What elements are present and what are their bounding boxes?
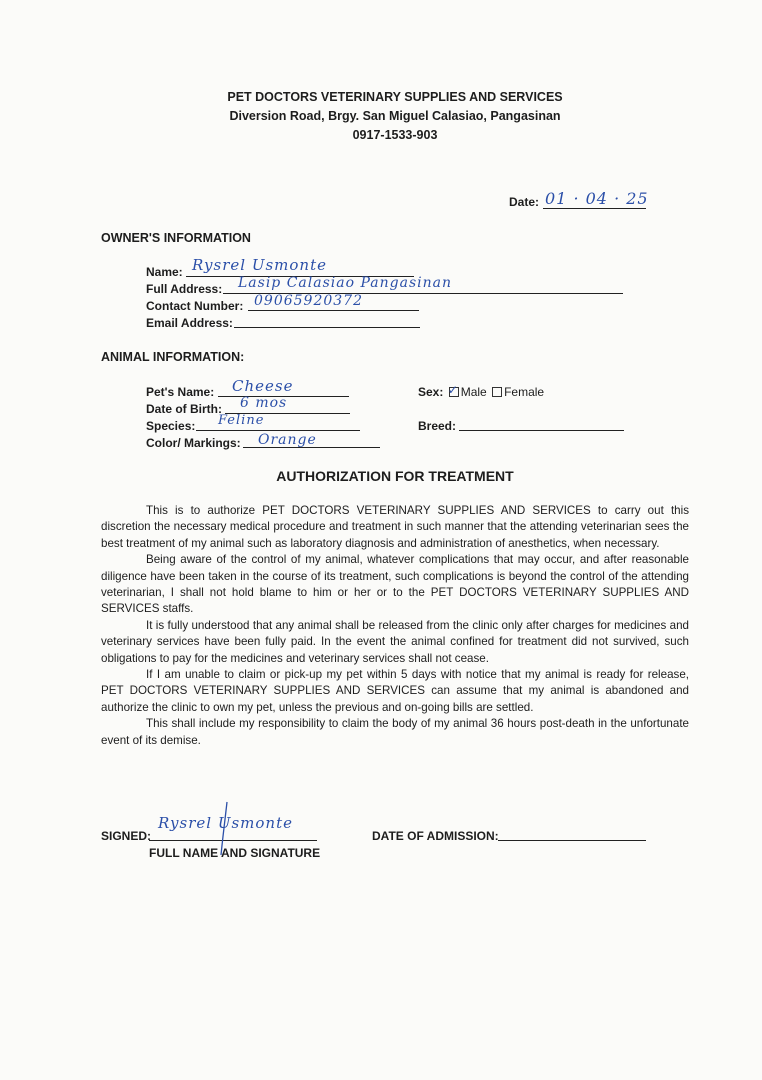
species-line xyxy=(196,430,360,431)
business-address: Diversion Road, Brgy. San Miguel Calasiao, Pangasinan xyxy=(229,109,561,123)
admission-label: DATE OF ADMISSION: xyxy=(372,829,499,843)
color-label: Color/ Markings: xyxy=(146,436,241,450)
species-value[interactable]: Feline xyxy=(218,413,265,428)
letterhead xyxy=(0,88,762,145)
sex-female-label: Female xyxy=(504,385,545,399)
authorization-title: AUTHORIZATION FOR TREATMENT xyxy=(276,468,514,484)
owner-email-label: Email Address: xyxy=(146,316,233,330)
dob-label: Date of Birth: xyxy=(146,402,222,416)
sex-label: Sex: xyxy=(418,385,444,399)
animal-section-title: ANIMAL INFORMATION: xyxy=(101,350,245,364)
owner-section-title: OWNER'S INFORMATION xyxy=(101,231,251,245)
owner-name-value[interactable]: Rysrel Usmonte xyxy=(192,256,327,274)
sex-female-checkbox[interactable] xyxy=(492,387,502,397)
business-phone: 0917-1533-903 xyxy=(352,128,438,142)
pet-name-label: Pet's Name: xyxy=(146,385,215,399)
authorization-body xyxy=(101,503,689,749)
owner-contact-line xyxy=(248,310,419,311)
color-value[interactable]: Orange xyxy=(258,432,317,448)
pet-name-value[interactable]: Cheese xyxy=(232,377,294,395)
owner-address-value[interactable]: Lasip Calasiao Pangasinan xyxy=(238,275,452,291)
owner-contact-label: Contact Number: xyxy=(146,299,244,313)
business-name: PET DOCTORS VETERINARY SUPPLIES AND SERVICES xyxy=(227,90,563,104)
breed-label: Breed: xyxy=(418,419,457,433)
signature-image[interactable]: Rysrel Usmonte xyxy=(158,814,293,832)
owner-name-label: Name: xyxy=(146,265,183,279)
authorization-paragraph: If I am unable to claim or pick-up my pet within 5 days with notice that my animal is ready for release, PET DOCTORS VETERINARY SUPPLIES AND SERVICES can assume that my animal is abandoned and authorize the clinic to own my pet, unless the previous and on-going bills are settled. xyxy=(101,668,689,714)
sex-male-checkbox[interactable] xyxy=(449,387,459,397)
signed-label: SIGNED: xyxy=(101,829,152,843)
date-value[interactable]: 01 · 04 · 25 xyxy=(545,189,649,208)
date-line xyxy=(543,208,646,209)
date-label: Date: xyxy=(509,195,540,209)
authorization-paragraph: This is to authorize PET DOCTORS VETERINARY SUPPLIES AND SERVICES to carry out this discretion the necessary medical procedure and treatment in such manner that the attending veterinarian sees the best treatment of my animal such as laboratory diagnosis and administration of anesthetics, when necessary. xyxy=(101,504,689,550)
authorization-paragraph: It is fully understood that any animal shall be released from the clinic only after charges for medicines and veterinary services have been fully paid. In the event the animal confined for treatment did not survived, such obligations to pay for the medicines and veterinary services shall not cease. xyxy=(101,618,689,665)
owner-email-line[interactable] xyxy=(234,327,420,328)
admission-line[interactable] xyxy=(498,840,646,841)
authorization-paragraph: Being aware of the control of my animal, whatever complications that may occur, and after reasonable diligence have been taken in the course of its treatment, such complications is beyond the control of the attending veterinarian, I shall not hold blame to him or her or to the PET DOCTORS VETERINARY SUPPLIES AND SERVICES staffs. xyxy=(101,553,689,616)
sex-field xyxy=(418,384,544,400)
owner-contact-value[interactable]: 09065920372 xyxy=(254,293,363,309)
sex-male-label: Male xyxy=(460,385,487,399)
breed-line[interactable] xyxy=(459,430,624,431)
dob-value[interactable]: 6 mos xyxy=(240,395,288,411)
owner-address-label: Full Address: xyxy=(146,282,223,296)
signature-caption: FULL NAME AND SIGNATURE xyxy=(149,846,321,860)
species-label: Species: xyxy=(146,419,196,433)
authorization-paragraph: This shall include my responsibility to claim the body of my animal 36 hours post-death in the unfortunate event of its demise. xyxy=(101,717,689,747)
